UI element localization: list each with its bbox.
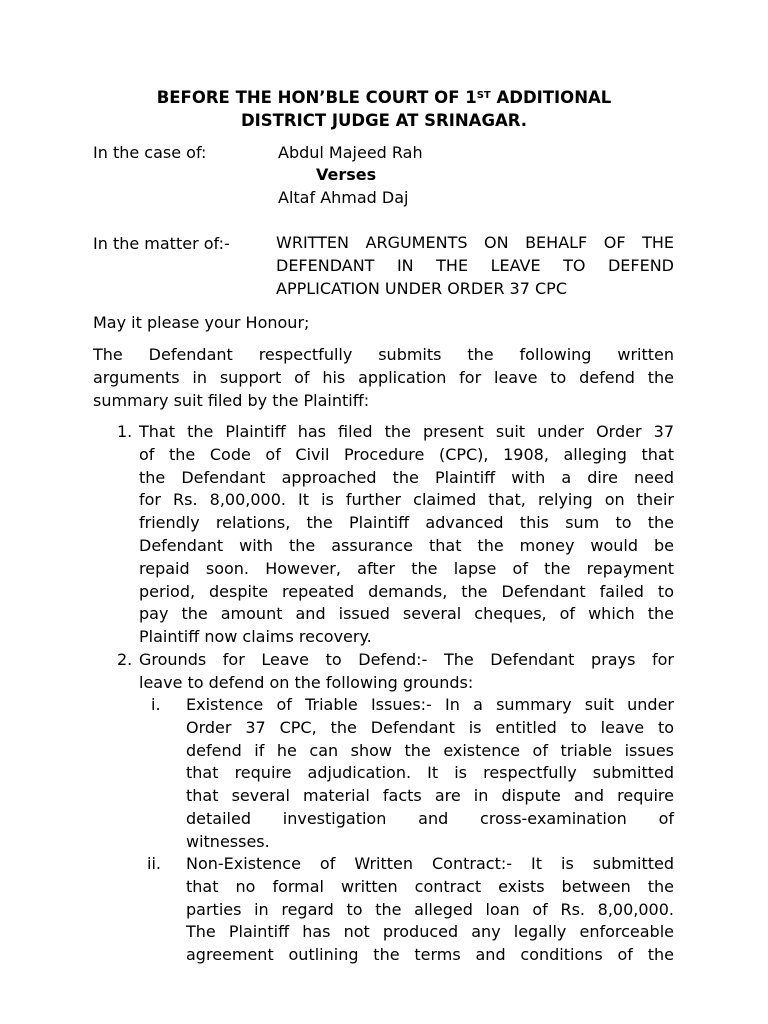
sublist-marker: i. <box>151 695 161 714</box>
sublist-item-line: that several material facts are in dispute and require <box>186 786 674 806</box>
list-item-line: repaid soon. However, after the lapse of the repayment <box>139 558 674 578</box>
sublist-item-i <box>186 694 674 854</box>
sublist-item-line: witnesses. <box>186 831 270 851</box>
sublist-item-line: Order 37 CPC, the Defendant is entitled to leave to <box>186 717 674 737</box>
sublist-item-line: agreement outlining the terms and conditions of the <box>186 945 674 965</box>
sublist-item-ii <box>186 853 674 967</box>
intro-line: summary suit filed by the Plaintiff: <box>93 390 370 410</box>
court-heading-line-2: DISTRICT JUDGE AT SRINAGAR. <box>240 111 528 130</box>
court-heading-line-1 <box>0 86 768 109</box>
list-item-line: leave to defend on the following grounds: <box>139 672 474 692</box>
list-item-line: Plaintiff now claims recovery. <box>139 627 372 647</box>
list-item-line: Grounds for Leave to Defend:- The Defendant prays for <box>139 650 674 669</box>
list-item-line: for Rs. 8,00,000. It is further claimed that, relying on their <box>139 490 674 510</box>
sublist-marker: ii. <box>147 854 161 873</box>
case-label: In the case of: <box>93 143 207 162</box>
list-item-2 <box>139 649 674 695</box>
heading-suffix: ADDITIONAL <box>490 88 612 107</box>
intro-line: The Defendant respectfully submits the following written <box>93 345 674 364</box>
matter-line: APPLICATION UNDER ORDER 37 CPC <box>276 278 567 298</box>
plaintiff-name: Abdul Majeed Rah <box>278 143 423 162</box>
matter-label: In the matter of:- <box>93 234 230 253</box>
matter-line: DEFENDANT IN THE LEAVE TO DEFEND <box>276 255 674 275</box>
defendant-name: Altaf Ahmad Daj <box>278 188 409 207</box>
list-marker: 1. <box>117 422 133 441</box>
list-item-line: period, despite repeated demands, the Defendant failed to <box>139 581 674 601</box>
heading-ordinal-sup: ST <box>476 90 491 101</box>
list-item-1 <box>139 421 674 649</box>
intro-line: arguments in support of his application for leave to defend the <box>93 367 674 387</box>
intro-paragraph <box>93 344 674 412</box>
sublist-item-line: defend if he can show the existence of triable issues <box>186 740 674 760</box>
salutation: May it please your Honour; <box>93 313 310 332</box>
sublist-item-line: Existence of Triable Issues:- In a summary suit under <box>186 695 674 714</box>
sublist-item-line: parties in regard to the alleged loan of Rs. 8,00,000. <box>186 899 674 919</box>
sublist-item-line: The Plaintiff has not produced any legally enforceable <box>186 922 674 942</box>
list-item-line: friendly relations, the Plaintiff advanced this sum to the <box>139 513 674 533</box>
list-item-line: the Defendant approached the Plaintiff with a dire need <box>139 467 674 487</box>
list-item-line: pay the amount and issued several cheques, of which the <box>139 604 674 624</box>
list-item-line: That the Plaintiff has filed the present suit under Order 37 <box>139 422 674 441</box>
matter-description <box>276 232 674 300</box>
sublist-item-line: detailed investigation and cross-examination of <box>186 808 674 828</box>
list-item-line: of the Code of Civil Procedure (CPC), 1908, alleging that <box>139 444 674 464</box>
versus-label: Verses <box>316 165 377 184</box>
sublist-item-line: that require adjudication. It is respectfully submitted <box>186 763 674 783</box>
sublist-item-line: that no formal written contract exists between the <box>186 876 674 896</box>
heading-prefix: BEFORE THE HON’BLE COURT OF 1 <box>156 88 477 107</box>
list-marker: 2. <box>117 650 133 669</box>
list-item-line: Defendant with the assurance that the money would be <box>139 535 674 555</box>
sublist-item-line: Non-Existence of Written Contract:- It is submitted <box>186 854 674 873</box>
matter-line: WRITTEN ARGUMENTS ON BEHALF OF THE <box>276 233 674 252</box>
